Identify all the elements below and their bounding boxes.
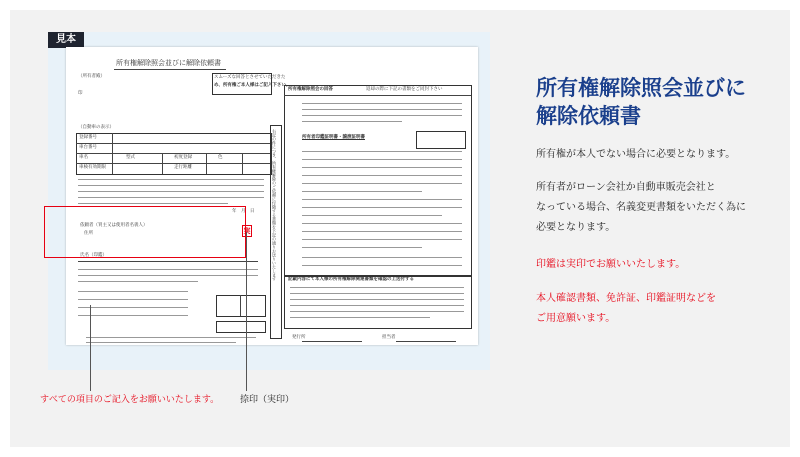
lower-heading: 記載内容にて本人様の所有権解除関連書類を確認の上送付する: [288, 277, 414, 282]
caption-leader-right: [246, 232, 247, 391]
docs-heading: 所有者印鑑証明書・譲渡証明書: [302, 135, 365, 140]
form-right-bottom: [284, 275, 472, 329]
vehicle-title: （自動車の表示）: [78, 125, 114, 130]
form-right-top: [284, 85, 472, 277]
issuer-label: 発行所: [292, 335, 306, 340]
caption-seal: 捺印（実印）: [240, 395, 295, 405]
right-title: 所有権解除照会の回答: [288, 87, 333, 92]
page-title: 所有権解除照会並びに 解除依頼書: [536, 76, 746, 128]
sample-tag: 見本: [48, 32, 84, 48]
description-p4: 本人確認書類、免許証、印鑑証明などを ご用意願います。: [536, 293, 716, 324]
form-title: 所有権解除照会並びに解除依頼書: [116, 59, 221, 67]
required-fields-highlight: [44, 206, 246, 258]
seal-stamp: 実: [243, 227, 251, 235]
person-label: 担当者: [382, 335, 396, 340]
description-p1: 所有権が本人でない場合に必要となります。: [536, 149, 736, 160]
description-p2: 所有者がローン会社か自動車販売会社と なっている場合、名義変更書類をいただく為に 必要となります。: [536, 182, 746, 233]
caption-leader-left: [90, 305, 91, 391]
form-owner-label: （所有者殿）: [78, 74, 105, 79]
description-p3: 印鑑は実印でお願いいたします。: [536, 259, 686, 270]
form-document: 所有権解除照会並びに解除依頼書 （所有者殿） スムーズな回答とさせていただきた め、所有権ご本人様はご記入下さい。 印 （自動車の表示） 登録番号 車台番号 車名 型式 初度登録 色 車検有効期限 走行距離 年 月 日 依頼者（買主又は使用者名義人） 住所 氏名（印鑑） 右記の件につき、所有権解除のご依頼に付随する書類を下記の通りお送りいたします 所有権解除照会の回答 返却の際に下記の書類をご同封下さい 所有者印鑑証明書・譲渡証明書 記載内容にて本人様の所有権解除関連書類を確認の上送付する 発行所 担当者 実: [66, 47, 478, 345]
caption-fill-all: すべての項目のご記入をお願いいたします。: [40, 395, 220, 405]
requester-label: 依頼者（買主又は使用者名義人）: [80, 223, 148, 228]
